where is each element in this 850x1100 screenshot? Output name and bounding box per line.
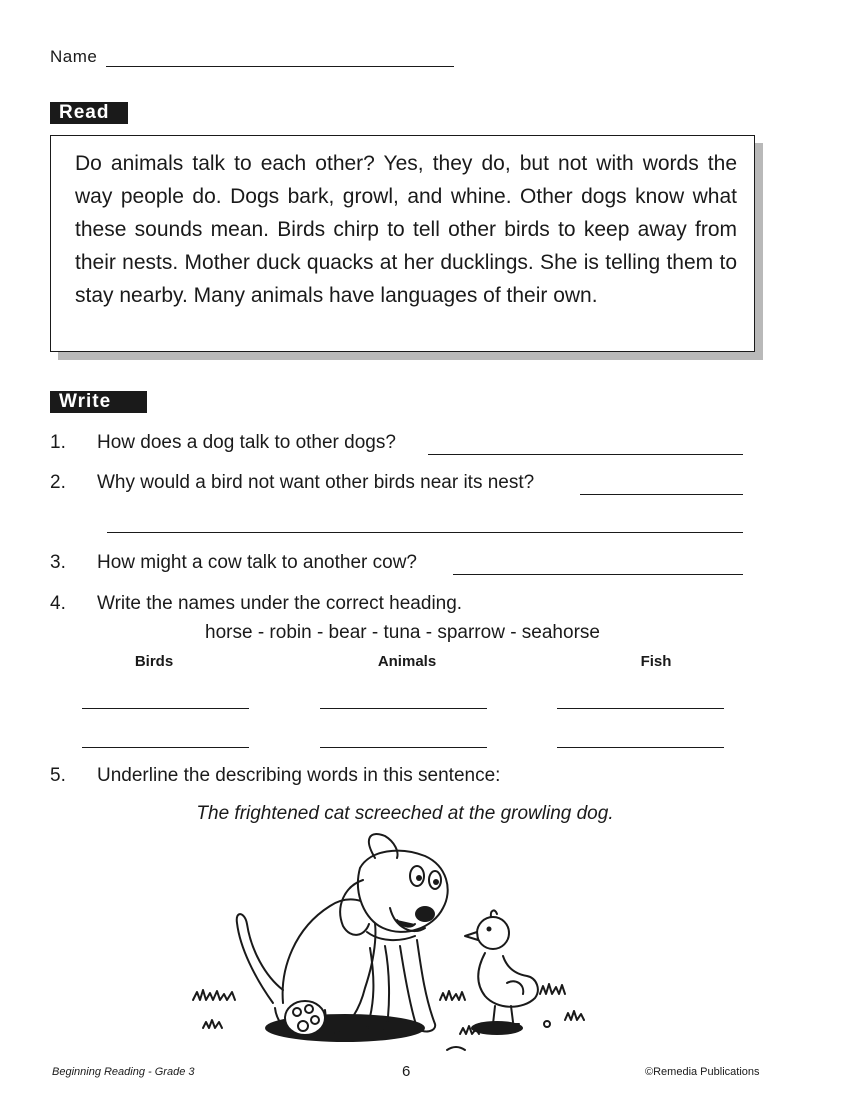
- duck-tuft: [491, 910, 497, 917]
- animals-answer-line-2[interactable]: [320, 747, 487, 748]
- describing-sentence[interactable]: The frightened cat screeched at the growling dog.: [196, 803, 614, 824]
- question-1-text: How does a dog talk to other dogs?: [97, 432, 396, 453]
- question-2-text: Why would a bird not want other birds near its nest?: [97, 472, 535, 493]
- pebble: [544, 1021, 550, 1027]
- question-3-text: How might a cow talk to another cow?: [97, 552, 417, 573]
- duck-beak: [465, 932, 478, 940]
- pebble: [447, 1047, 465, 1050]
- question-5-text: Underline the describing words in this sentence:: [97, 765, 501, 786]
- question-4-text: Write the names under the correct heading.: [97, 593, 463, 614]
- heading-animals: Animals: [377, 653, 437, 670]
- footer-book-title: Beginning Reading - Grade 3: [52, 1066, 195, 1078]
- question-3-number: 3.: [50, 552, 66, 573]
- grass-icon: [193, 990, 235, 1000]
- grass-icon: [440, 991, 465, 1000]
- fish-answer-line-2[interactable]: [557, 747, 724, 748]
- dog-head: [358, 851, 448, 932]
- duck-eye: [487, 927, 492, 932]
- question-1-number: 1.: [50, 432, 66, 453]
- answer-3-line[interactable]: [453, 574, 743, 575]
- dog-tail: [237, 914, 283, 1003]
- dog-and-duck-illustration: [185, 828, 605, 1063]
- animals-answer-line-1[interactable]: [320, 708, 487, 709]
- heading-fish: Fish: [640, 653, 672, 670]
- duck-head: [477, 917, 509, 949]
- answer-1-line[interactable]: [428, 454, 743, 455]
- passage-text: Do animals talk to each other? Yes, they do, but not with words the way people do. Dogs bark, growl, and whine. Other dogs know what these sounds mean. Birds chirp to tell other birds to keep away from their nests. Mother duck quacks at her ducklings. She is telling them to stay nearby. Many animals have languages of their own.: [75, 152, 737, 307]
- word-bank: horse - robin - bear - tuna - sparrow - seahorse: [205, 622, 600, 643]
- read-tag: Read: [50, 102, 128, 124]
- write-tag: Write: [50, 391, 147, 413]
- grass-icon: [565, 1011, 584, 1020]
- birds-answer-line-1[interactable]: [82, 708, 249, 709]
- grass-icon: [540, 984, 565, 994]
- dog-nose: [415, 906, 435, 922]
- page-number: 6: [402, 1063, 411, 1080]
- answer-2-line-continued[interactable]: [107, 532, 743, 533]
- fish-answer-line-1[interactable]: [557, 708, 724, 709]
- question-5-number: 5.: [50, 765, 66, 786]
- duck-body: [478, 953, 538, 1007]
- dog-collar: [367, 932, 415, 940]
- grass-icon: [203, 1020, 222, 1028]
- footer-copyright: ©Remedia Publications: [645, 1066, 760, 1078]
- dog-front-leg: [400, 940, 435, 1031]
- answer-2-line[interactable]: [580, 494, 743, 495]
- question-2-number: 2.: [50, 472, 66, 493]
- passage-box: [50, 135, 755, 352]
- name-label: Name: [50, 47, 98, 66]
- heading-birds: Birds: [134, 653, 174, 670]
- name-blank[interactable]: [106, 66, 454, 67]
- birds-answer-line-2[interactable]: [82, 747, 249, 748]
- question-4-number: 4.: [50, 593, 66, 614]
